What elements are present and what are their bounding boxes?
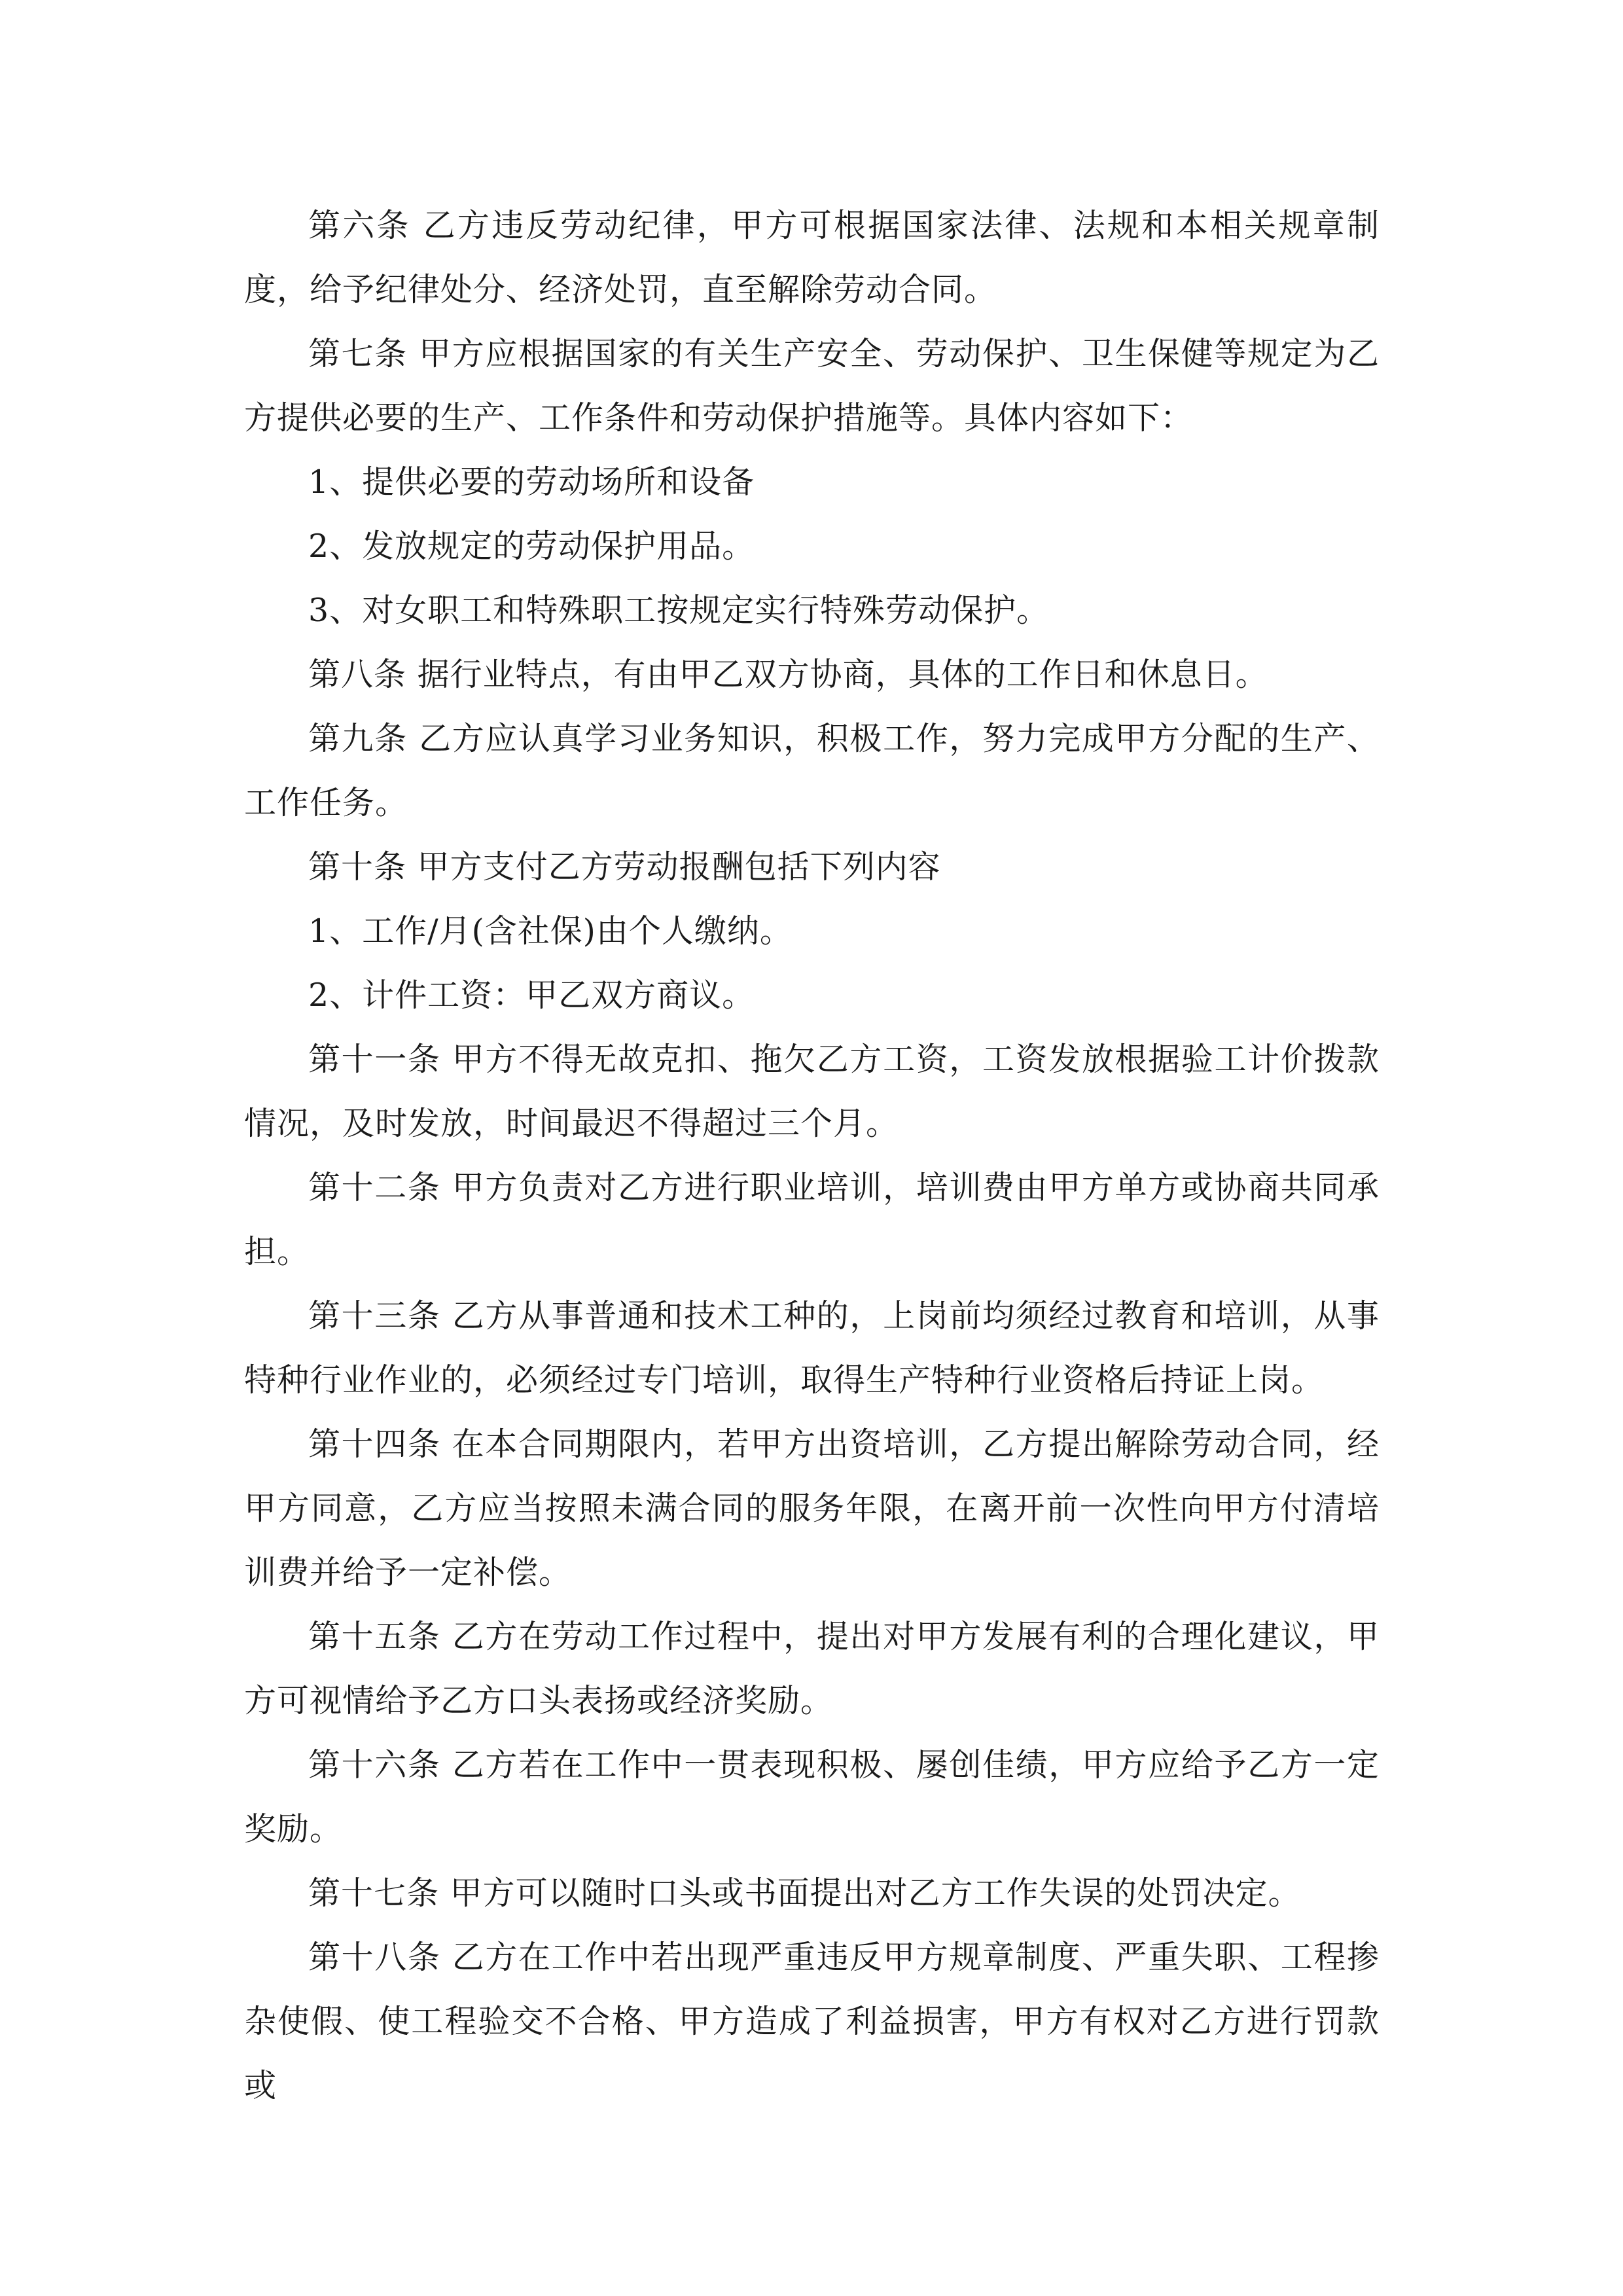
article-7-item-1: 1、提供必要的劳动场所和设备: [308, 463, 755, 501]
article-15: 第十五条 乙方在劳动工作过程中，提出对甲方发展有利的合理化建议，甲方可视情给予乙方口头表扬或经济奖励。: [244, 1618, 1380, 1719]
article-10: 第十条 甲方支付乙方劳动报酬包括下列内容: [308, 848, 941, 886]
article-10-item-1: 1、工作/月(含社保)由个人缴纳。: [308, 912, 793, 950]
article-12: 第十二条 甲方负责对乙方进行职业培训，培训费由甲方单方或协商共同承担。: [244, 1169, 1380, 1270]
document-body: [244, 194, 1380, 2118]
article-13: 第十三条 乙方从事普通和技术工种的，上岗前均须经过教育和培训，从事特种行业作业的，必须经过专门培训，取得生产特种行业资格后持证上岗。: [244, 1297, 1380, 1399]
article-16: 第十六条 乙方若在工作中一贯表现积极、屡创佳绩，甲方应给予乙方一定奖励。: [244, 1746, 1380, 1848]
article-7: 第七条 甲方应根据国家的有关生产安全、劳动保护、卫生保健等规定为乙方提供必要的生产、工作条件和劳动保护措施等。具体内容如下：: [244, 335, 1380, 437]
article-9: 第九条 乙方应认真学习业务知识，积极工作，努力完成甲方分配的生产、工作任务。: [244, 720, 1380, 821]
article-10-item-2: 2、计件工资：甲乙双方商议。: [308, 977, 755, 1014]
article-8: 第八条 据行业特点，有由甲乙双方协商，具体的工作日和休息日。: [308, 656, 1268, 693]
article-6: 第六条 乙方违反劳动纪律，甲方可根据国家法律、法规和本相关规章制度，给予纪律处分、经济处罚，直至解除劳动合同。: [244, 207, 1380, 308]
article-7-item-3: 3、对女职工和特殊职工按规定实行特殊劳动保护。: [308, 592, 1050, 629]
article-14: 第十四条 在本合同期限内，若甲方出资培训，乙方提出解除劳动合同，经甲方同意，乙方应当按照未满合同的服务年限，在离开前一次性向甲方付清培训费并给予一定补偿。: [244, 1426, 1380, 1591]
article-11: 第十一条 甲方不得无故克扣、拖欠乙方工资，工资发放根据验工计价拨款情况，及时发放，时间最迟不得超过三个月。: [244, 1041, 1380, 1142]
article-18: 第十八条 乙方在工作中若出现严重违反甲方规章制度、严重失职、工程掺杂使假、使工程验交不合格、甲方造成了利益损害，甲方有权对乙方进行罚款或: [244, 1939, 1380, 2104]
article-7-item-2: 2、发放规定的劳动保护用品。: [308, 528, 755, 565]
article-17: 第十七条 甲方可以随时口头或书面提出对乙方工作失误的处罚决定。: [308, 1874, 1301, 1912]
